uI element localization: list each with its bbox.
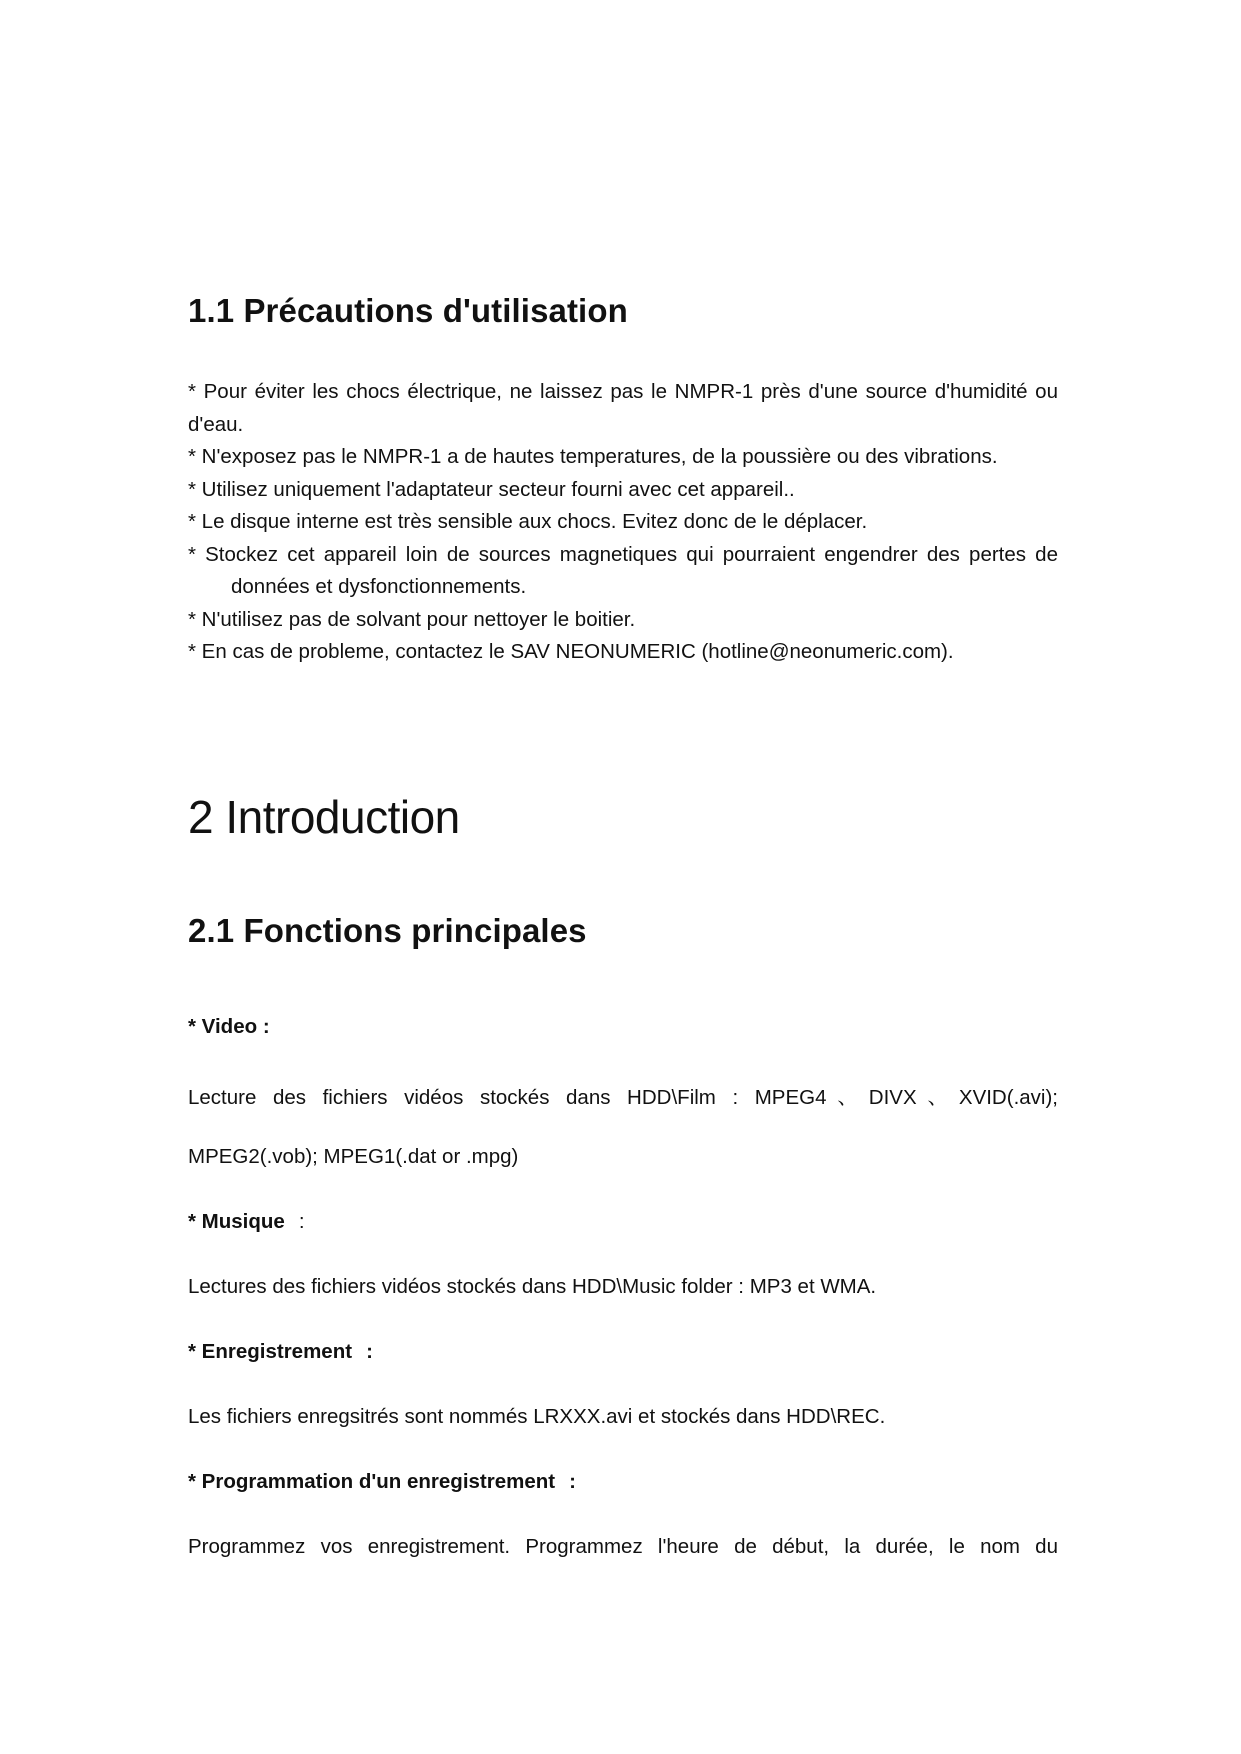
scheduling-label-colon: : (569, 1470, 576, 1493)
music-label-row (188, 1210, 305, 1234)
scheduling-label-row (188, 1470, 576, 1494)
precaution-item: * Le disque interne est très sensible aux chocs. Evitez donc de le déplacer. (188, 510, 868, 533)
recording-label-colon: : (366, 1340, 373, 1363)
music-label: * Musique (188, 1210, 285, 1233)
video-description-line-1: Lecture des fichiers vidéos stockés dans HDD\Film : MPEG4、DIVX、XVID(.avi); (188, 1086, 1058, 1109)
recording-label: * Enregistrement (188, 1340, 353, 1363)
precaution-item: * Utilisez uniquement l'adaptateur secteur fourni avec cet appareil.. (188, 477, 795, 501)
document-page (188, 0, 1058, 1754)
music-description: Lectures des fichiers vidéos stockés dans HDD\Music folder : MP3 et WMA. (188, 1275, 877, 1298)
precaution-item: * N'utilisez pas de solvant pour nettoyer le boitier. (188, 607, 636, 631)
scheduling-label: * Programmation d'un enregistrement (188, 1470, 556, 1493)
scheduling-description: Programmez vos enregistrement. Programmez l'heure de début, la durée, le nom du (188, 1535, 1058, 1558)
music-label-colon: : (298, 1210, 305, 1233)
video-label: * Video : (188, 1015, 270, 1038)
recording-label-row (188, 1340, 373, 1364)
section-title-main-functions: 2.1 Fonctions principales (188, 912, 587, 949)
precaution-item: * En cas de probleme, contactez le SAV NEONUMERIC (hotline@neonumeric.com). (188, 640, 954, 663)
section-title-introduction: 2 Introduction (188, 791, 460, 843)
precaution-item: * Stockez cet appareil loin de sources magnetiques qui pourraient engendrer des pertes de données et dysfonctionnements. (188, 542, 1058, 598)
precautions-list (188, 376, 1058, 669)
recording-description: Les fichiers enregsitrés sont nommés LRXXX.avi et stockés dans HDD\REC. (188, 1405, 886, 1428)
precaution-item: * N'exposez pas le NMPR-1 a de hautes temperatures, de la poussière ou des vibrations. (188, 445, 998, 468)
video-description-line-2: MPEG2(.vob); MPEG1(.dat or .mpg) (188, 1145, 519, 1168)
precaution-item: * Pour éviter les chocs électrique, ne laissez pas le NMPR-1 près d'une source d'humidité ou d'eau. (188, 380, 1058, 436)
section-title-precautions: 1.1 Précautions d'utilisation (188, 292, 628, 329)
